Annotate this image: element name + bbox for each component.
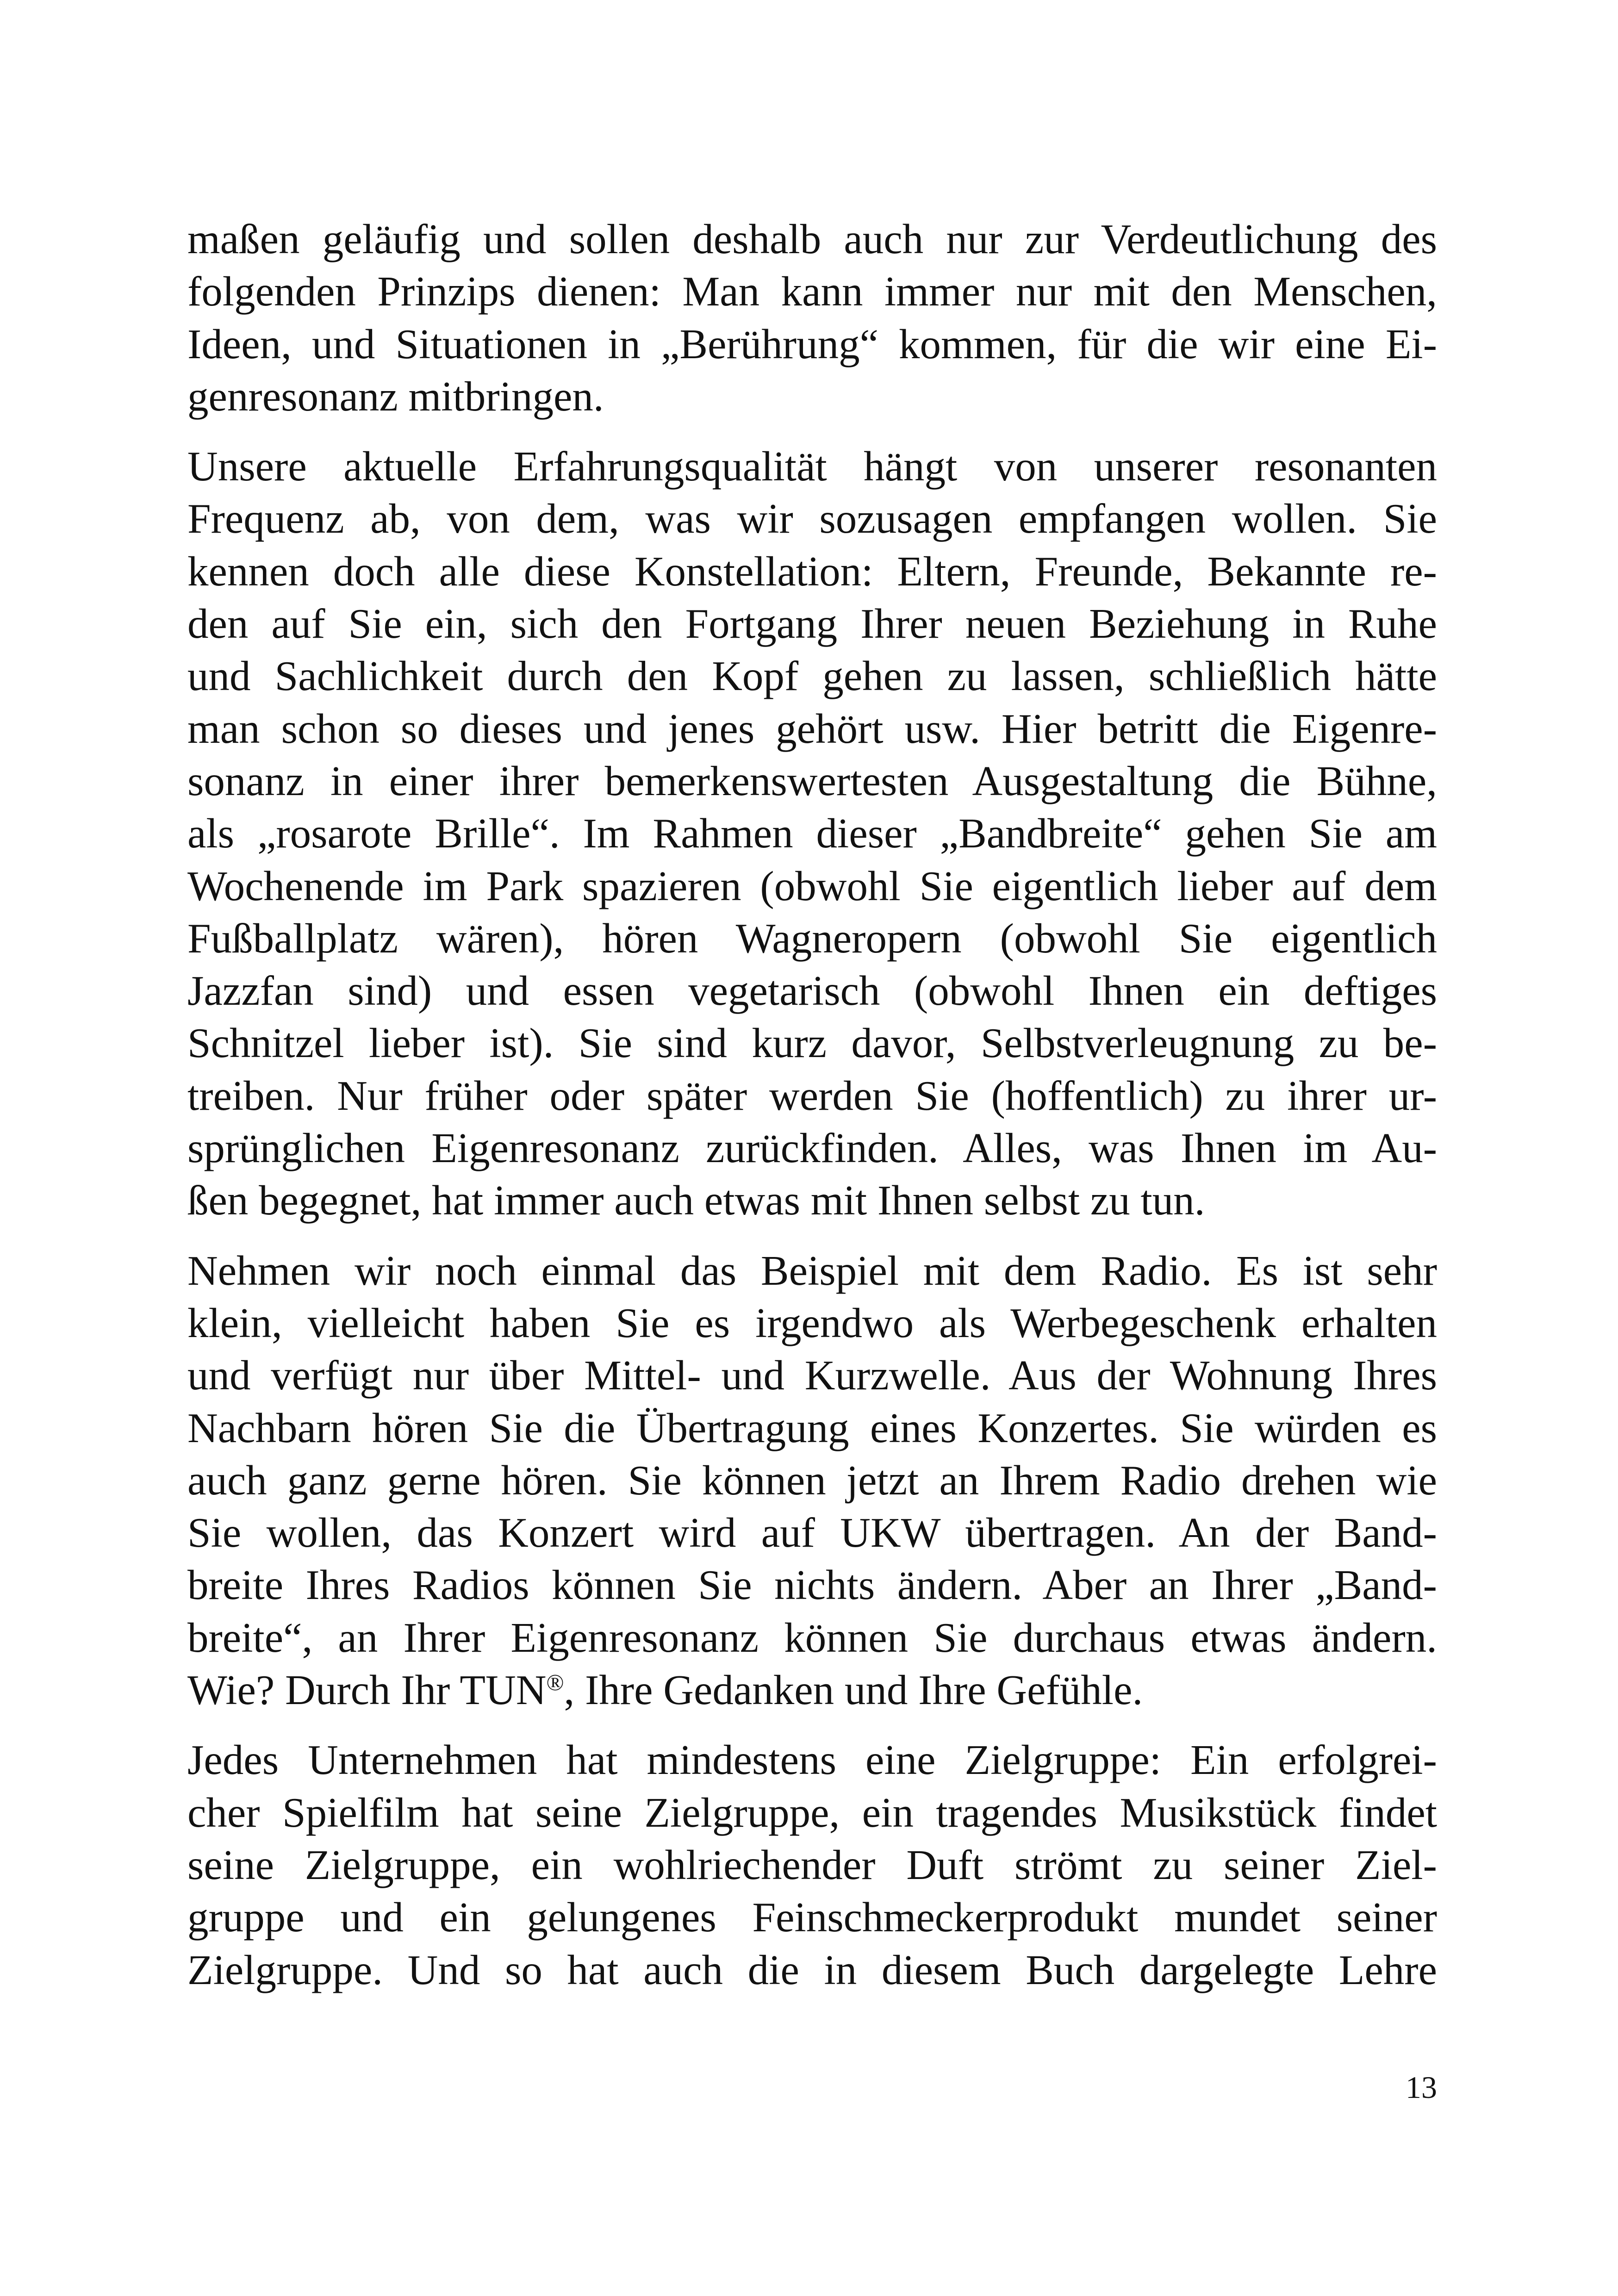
text-line: folgenden Prinzips dienen: Man kann immer nur mit den Menschen, <box>187 268 1437 315</box>
text-line: Schnitzel lieber ist). Sie sind kurz davor, Selbstverleugnung zu be- <box>187 1020 1437 1067</box>
registered-mark: ® <box>546 1669 564 1695</box>
text-run: Wie? Durch Ihr TUN <box>187 1667 547 1714</box>
paragraph-4 <box>187 1734 1437 1996</box>
text-line: Ideen, und Situationen in „Berührung“ kommen, für die wir eine Ei- <box>187 320 1437 367</box>
paragraph-3 <box>187 1244 1437 1717</box>
text-line: und verfügt nur über Mittel- und Kurzwelle. Aus der Wohnung Ihres <box>187 1352 1437 1399</box>
text-line: breite Ihres Radios können Sie nichts ändern. Aber an Ihrer „Band- <box>187 1562 1437 1609</box>
text-line: Jazzfan sind) und essen vegetarisch (obwohl Ihnen ein deftiges <box>187 967 1437 1014</box>
text-line: Zielgruppe. Und so hat auch die in diesem Buch dargelegte Lehre <box>187 1946 1437 1993</box>
text-line: Sie wollen, das Konzert wird auf UKW übertragen. An der Band- <box>187 1509 1437 1556</box>
text-line: Nehmen wir noch einmal das Beispiel mit dem Radio. Es ist sehr <box>187 1247 1437 1294</box>
text-line: man schon so dieses und jenes gehört usw. Hier betritt die Eigenre- <box>187 705 1437 752</box>
text-line: gruppe und ein gelungenes Feinschmeckerprodukt mundet seiner <box>187 1894 1437 1941</box>
text-line: Wochenende im Park spazieren (obwohl Sie eigentlich lieber auf dem <box>187 862 1437 909</box>
text-line: Unsere aktuelle Erfahrungsqualität hängt von unserer resonanten <box>187 443 1437 490</box>
text-line: den auf Sie ein, sich den Fortgang Ihrer neuen Beziehung in Ruhe <box>187 600 1437 647</box>
text-line: breite“, an Ihrer Eigenresonanz können Sie durchaus etwas ändern. <box>187 1614 1437 1661</box>
text-line: kennen doch alle diese Konstellation: Eltern, Freunde, Bekannte re- <box>187 548 1437 595</box>
text-line: maßen geläufig und sollen deshalb auch nur zur Verdeutlichung des <box>187 216 1437 262</box>
paragraph-1 <box>187 213 1437 423</box>
paragraph-2 <box>187 440 1437 1226</box>
text-line: Jedes Unternehmen hat mindestens eine Zielgruppe: Ein erfolgrei- <box>187 1736 1437 1784</box>
text-line: klein, vielleicht haben Sie es irgendwo als Werbegeschenk erhalten <box>187 1299 1437 1346</box>
text-line: als „rosarote Brille“. Im Rahmen dieser „Bandbreite“ gehen Sie am <box>187 810 1437 857</box>
text-line <box>187 1664 1437 1716</box>
text-line: genresonanz mitbringen. <box>187 373 604 420</box>
page-number: 13 <box>1406 2070 1437 2105</box>
text-line: treiben. Nur früher oder später werden Sie (hoffentlich) zu ihrer ur- <box>187 1072 1437 1119</box>
body-text <box>187 213 1437 1996</box>
text-line: Fußballplatz wären), hören Wagneropern (obwohl Sie eigentlich <box>187 915 1437 962</box>
text-line: auch ganz gerne hören. Sie können jetzt an Ihrem Radio drehen wie <box>187 1456 1437 1504</box>
text-line: seine Zielgruppe, ein wohlriechender Duft strömt zu seiner Ziel- <box>187 1841 1437 1888</box>
text-line: ßen begegnet, hat immer auch etwas mit Ihnen selbst zu tun. <box>187 1177 1205 1224</box>
text-run: , Ihre Gedanken und Ihre Gefühle. <box>564 1667 1143 1714</box>
text-line: Frequenz ab, von dem, was wir sozusagen empfangen wollen. Sie <box>187 495 1437 542</box>
text-line: cher Spielfilm hat seine Zielgruppe, ein tragendes Musikstück findet <box>187 1789 1437 1836</box>
text-line: sprünglichen Eigenresonanz zurückfinden. Alles, was Ihnen im Au- <box>187 1125 1437 1172</box>
text-line: Nachbarn hören Sie die Übertragung eines Konzertes. Sie würden es <box>187 1404 1437 1451</box>
text-line: sonanz in einer ihrer bemerkenswertesten Ausgestaltung die Bühne, <box>187 757 1437 804</box>
text-line: und Sachlichkeit durch den Kopf gehen zu lassen, schließlich hätte <box>187 653 1437 700</box>
